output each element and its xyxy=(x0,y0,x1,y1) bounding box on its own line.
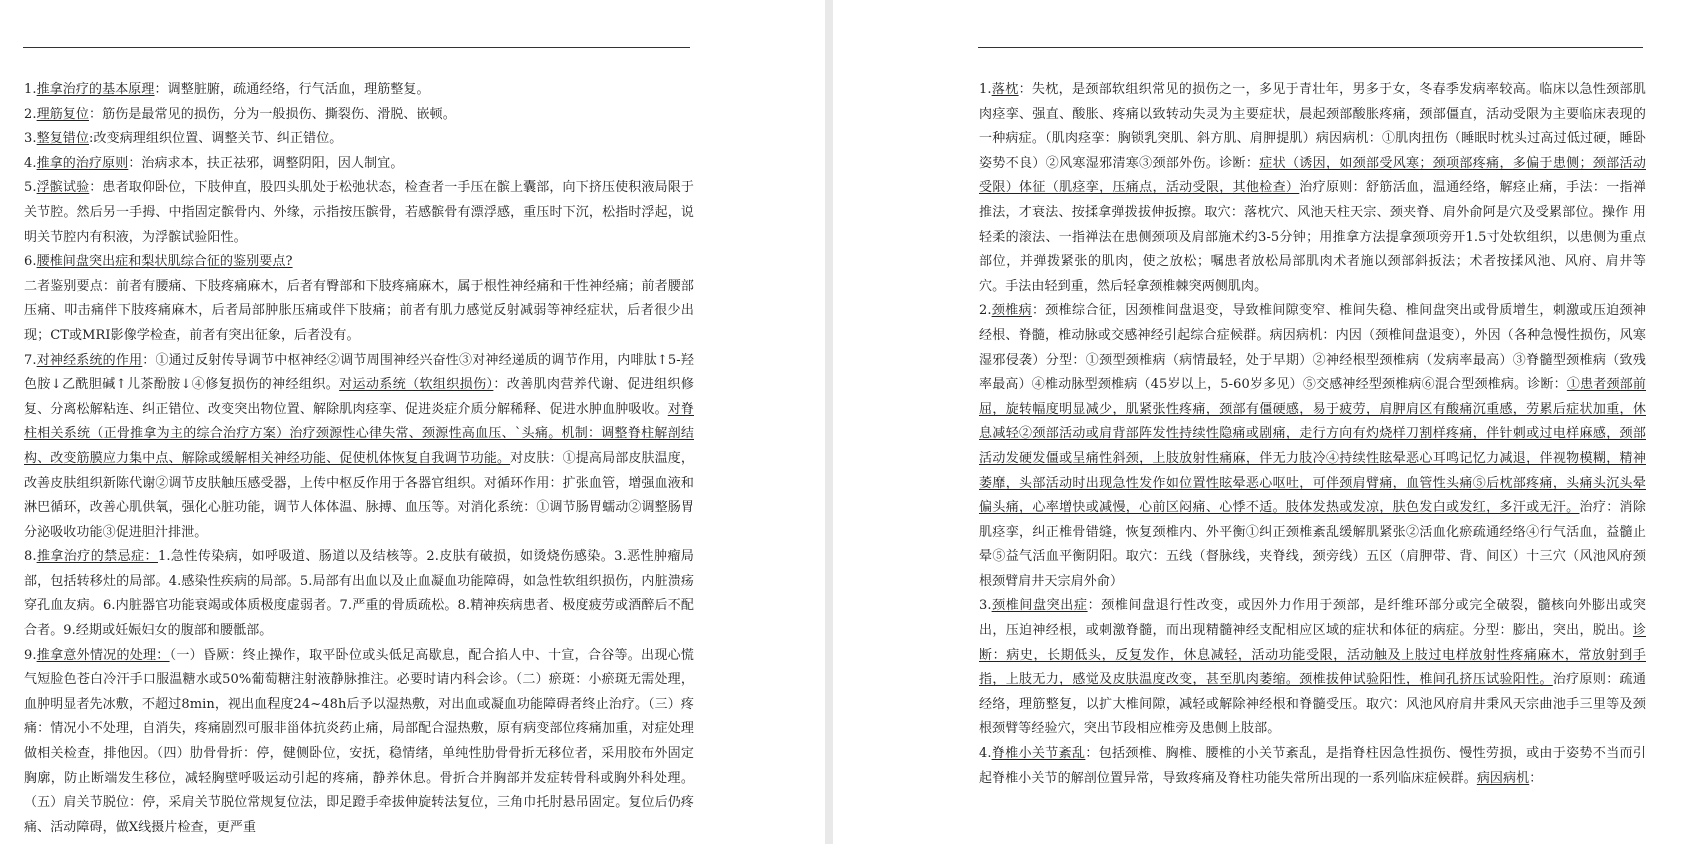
text-run: ：①通过反射传导调节中枢神经②调节周围神经兴奋性③对神经递质的调节作用，内啡肽↑5-羟色胺↓乙酰胆碱↑儿茶酚胺↓④修复损伤的神经组织。 xyxy=(24,352,694,393)
underlined-text: 病因病机 xyxy=(1476,770,1530,786)
paragraph xyxy=(24,152,694,177)
underlined-text: 推拿治疗的禁忌症： xyxy=(36,549,158,565)
paragraph xyxy=(979,78,1646,299)
text-run: ：调整脏腑，疏通经络，行气活血，理筋整复。 xyxy=(154,82,430,97)
header-rule xyxy=(978,47,1643,48)
text-run: 1. xyxy=(24,82,37,97)
text-run: 对皮肤：①提高局部皮肤温度，改善皮肤组织新陈代谢②调节皮肤触压感受器，上传中枢反作用于各器官组织。对循环作用：扩张血管，增强血液和淋巴循环，改善心肌供氧，强化心脏功能，调节人体体温、脉搏、血压等。对消化系统：①调节肠胃蠕动②调整肠胃分泌吸收功能③促进胆汁排泄。 xyxy=(24,450,695,540)
text-run: 4. xyxy=(979,746,992,762)
text-run: （一）昏厥：终止操作，取平卧位或头低足高歇息，配合掐人中、十宣，合谷等。出现心慌气短脸色苍白冷汗手口服温糖水或50%葡萄糖注射液静脉推注。必要时请内科会诊。（二）瘀斑：小瘀斑无需处理，血肿明显者先冰敷，不超过8min，视出血程度24~48h后予以湿热敷，对出血或凝血功能障碍者终止治疗。（三）疼痛：情况小不处理，自消失，疼痛剧烈可服非甾体抗炎药止痛，局部配合湿热敷，原有病变部位疼痛加重，对症处理做相关检查，排他因。（四）肋骨骨折：停，健侧卧位，安抚，稳情绪，单纯性肋骨骨折无移位者，采用胶布外固定胸廓，防止断端发生移位，减轻胸壁呼吸运动引起的疼痛，静养休息。骨折合并胸部并发症转骨科或胸外科处理。（五）肩关节脱位：停，采肩关节脱位常规复位法，即足蹬手牵拔伸旋转法复位，三角巾托肘悬吊固定。复位后仍疼痛、活动障碍，做X线摄片检查，更严重 xyxy=(24,647,694,835)
page-body xyxy=(979,78,1646,791)
text-run: :改变病理组织位置、调整关节、纠正错位。 xyxy=(89,131,343,147)
paragraph xyxy=(979,742,1646,791)
text-run: 治疗原则：疏通经络，理筋整复，以扩大椎间隙，减轻或解除神经根和脊髓受压。取穴：风池风府肩井秉风天宗曲池手三里等及颈根颈臂等经验穴，突出节段相应椎旁及患侧上肢部。 xyxy=(979,672,1646,737)
text-run: 2. xyxy=(24,106,37,122)
underlined-text: 对脊柱相关系统（正骨推拿为主的综合治疗方案）治疗颈源性心律失常、颈源性高血压、`头痛。机制：调整脊柱解剖结构、改变筋膜应力集中点、解除或缓解相关神经功能、促使机体恢复自我调节功能。 xyxy=(24,401,695,466)
text-run: ：失枕，是颈部软组织常见的损伤之一，多见于青壮年，男多于女，冬春季发病率较高。临床以急性颈部肌肉痉挛、强直、酸胀、疼痛以致转动失灵为主要症状，晨起颈部酸胀疼痛，颈部僵直，活动受限为主要临床表现的一种病症。（肌肉痉挛：胸锁乳突肌、斜方肌、肩胛提肌）病因病机：①肌肉扭伤（睡眠时枕头过高过低过硬，睡卧姿势不良）②风寒湿邪清寒③颈部外伤。诊断： xyxy=(979,82,1646,171)
underlined-text: 颈椎病 xyxy=(991,303,1032,319)
underlined-text: 浮髌试验 xyxy=(36,180,90,196)
text-run: 1.急性传染病，如呼吸道、肠道以及结核等。2.皮肤有破损，如烫烧伤感染。3.恶性肿瘤局部，包括转移灶的局部。4.感染性疾病的局部。5.局部有出血以及止血凝血功能障碍，如急性软组织损伤，内脏溃疡穿孔血友病。6.内脏器官功能衰竭或体质极度虚弱者。7.严重的骨质疏松。8.精神疾病患者、极度疲劳或酒醉后不配合者。9.经期或妊娠妇女的腹部和腰骶部。 xyxy=(24,549,695,639)
paragraph xyxy=(24,103,694,128)
paragraph xyxy=(979,594,1646,742)
underlined-text: 推拿治疗的基本原理 xyxy=(36,82,155,97)
text-run: 6. xyxy=(24,254,37,270)
paragraph xyxy=(24,78,694,103)
underlined-text: 诊断：病史，长期低头，反复发作，休息减轻，活动功能受限，活动触及上肢过电样放射性疼痛麻木，常放射到手指，上肢无力，感觉及皮肤温度改变，甚至肌肉萎缩。颈椎拔伸试验阳性，椎间孔挤压试验阳性。 xyxy=(979,623,1646,688)
paragraph xyxy=(979,299,1646,594)
underlined-text: 症状（诱因，如颈部受风寒；颈项部疼痛，多偏于患侧；颈部活动受限）体征（肌痉挛，压痛点，活动受限，其他检查） xyxy=(979,155,1646,196)
text-run: 治疗原则：舒筋活血，温通经络，解痉止痛，手法：一指禅推法，才衰法、按揉拿弹拨拔伸扳擦。取穴：落枕穴、风池天柱天宗、颈夹脊、肩外俞阿是穴及受累部位。操作 用轻柔的滚法、一指禅法在患侧颈项及肩部施术约3-5分钟；用推拿方法提拿颈项旁开1.5寸处软组织，以患侧为重点部位，并弹拨紧张的肌肉，使之放松；嘱患者放松局部肌肉术者施以颈部斜扳法；术者按揉风池、风府、肩井等穴。手法由轻到重，然后轻拿颈椎棘突两侧肌肉。 xyxy=(979,180,1646,294)
underlined-text: 颈椎间盘突出症 xyxy=(991,598,1088,614)
text-run: 2. xyxy=(979,303,992,319)
paragraph xyxy=(24,250,694,275)
underlined-text: 理筋复位 xyxy=(36,106,90,122)
text-run: 治疗：消除肌痉挛，纠正椎骨错缝，恢复颈椎内、外平衡①纠正颈椎紊乱缓解肌紧张②活血化瘀疏通经络④行气活血，益髓止晕⑤益气活血平衡阴阳。取穴：五线（督脉线，夹脊线，颈旁线）五区（肩胛带、背、间区）十三穴（风池风府颈根颈臂肩井天宗肩外俞） xyxy=(979,500,1646,589)
header-rule xyxy=(23,47,690,48)
paragraph xyxy=(24,127,694,152)
text-run: ：颈椎综合征，因颈椎间盘退变，导致椎间隙变窄、椎间失稳、椎间盘突出或骨质增生，刺激或压迫颈神经根、脊髓，椎动脉或交感神经引起综合症候群。病因病机：内因（颈椎间盘退变），外因（各种急慢性损伤，风寒湿邪侵袭）分型：①颈型颈椎病（病情最轻，处于早期）②神经根型颈椎病（发病率最高）③脊髓型颈椎病（致残率最高）④椎动脉型颈椎病（45岁以上，5-60岁多见）⑤交感神经型颈椎病⑥混合型颈椎病。诊断： xyxy=(979,303,1646,393)
text-run: 1. xyxy=(979,82,992,97)
underlined-text: 推拿的治疗原则 xyxy=(36,155,129,171)
underlined-text: 腰椎间盘突出症和梨状肌综合征的鉴别要点? xyxy=(36,254,293,270)
underlined-text: 推拿意外情况的处理： xyxy=(36,647,170,663)
text-run: 9. xyxy=(24,647,37,663)
text-run: ：患者取仰卧位，下肢伸直，股四头肌处于松弛状态，检查者一手压在髌上囊部，向下挤压使积液局限于关节腔。然后另一手拇、中指固定髌骨内、外缘，示指按压髌骨，若感髌骨有漂浮感，重压时下沉，松指时浮起，说明关节腔内有积液，为浮髌试验阳性。 xyxy=(24,180,694,245)
paragraph xyxy=(24,349,694,546)
text-run: ：颈椎间盘退行性改变，或因外力作用于颈部，是纤维环部分或完全破裂，髓核向外膨出或突出，压迫神经根，或刺激脊髓，而出现精髓神经支配相应区域的症状和体征的病症。分型：膨出，突出，脱出。 xyxy=(979,598,1646,639)
underlined-text: ①患者颈部前屈，旋转幅度明显减少，肌紧张性疼痛，颈部有僵硬感，易于疲劳，肩胛肩区有酸痛沉重感，劳累后症状加重，休息减轻②颈部活动或肩背部阵发性持续性隐痛或剧痛，走行方向有灼烧样刀割样疼痛，伴针刺或过电样麻感，颈部活动发硬发僵或呈痛性斜颈，上肢放射性痛麻，伴无力肢冷④持续性眩晕恶心耳鸣记忆力减退，伴视物模糊，精神萎靡，头部活动时出现急性发作如位置性眩晕恶心呕吐，可伴颈肩臂痛，血管性头痛⑤后枕部疼痛，头痛头沉头晕偏头痛，心率增快或减慢，心前区闷痛、心悸不适。肢体发热或发凉，肤色发白或发红，多汗或无汗。 xyxy=(979,377,1646,516)
paragraph xyxy=(24,545,694,643)
underlined-text: 脊椎小关节紊乱 xyxy=(991,746,1086,762)
text-run: ：治病求本，扶正祛邪，调整阴阳，因人制宜。 xyxy=(128,155,404,171)
document-page-right xyxy=(833,0,1683,844)
paragraph xyxy=(24,644,694,841)
paragraph xyxy=(24,176,694,250)
text-run: ：改善肌肉营养代谢、促进组织修复、分离松解粘连、纠正错位、改变突出物位置、解除肌肉痉挛、促进炎症介质分解稀释、促进水肿血肿吸收。 xyxy=(24,377,694,417)
text-run: 7. xyxy=(24,352,37,368)
text-run: ： xyxy=(1529,770,1543,786)
document-page-left xyxy=(0,0,825,844)
text-run: 5. xyxy=(24,180,37,196)
paragraph xyxy=(24,275,694,349)
text-run: 4. xyxy=(24,155,37,171)
text-run: 8. xyxy=(24,549,37,565)
text-run: 3. xyxy=(979,598,992,614)
underlined-text: 落枕 xyxy=(991,82,1019,97)
underlined-text: 整复错位 xyxy=(36,131,90,147)
text-run: ：包括颈椎、胸椎、腰椎的小关节紊乱，是指脊柱因急性损伤、慢性劳损，或由于姿势不当而引起脊椎小关节的解剖位置异常，导致疼痛及脊柱功能失常所出现的一系列临床症候群。 xyxy=(979,746,1647,786)
underlined-text: 对神经系统的作用 xyxy=(36,352,143,368)
text-run: 二者鉴别要点：前者有腰痛、下肢疼痛麻木，后者有臀部和下肢疼痛麻木，属于根性神经痛和干性神经痛；前者腰部压痛、叩击痛伴下肢疼痛麻木，后者局部肿胀压痛或伴下肢痛；前者有肌力感觉反射减弱等神经症状，后者很少出现；CT或MRI影像学检查，前者有突出征象，后者没有。 xyxy=(24,278,694,343)
text-run: 3. xyxy=(24,131,37,147)
page-body xyxy=(24,78,694,840)
underlined-text: 对运动系统（软组织损伤） xyxy=(339,377,494,393)
text-run: ：筋伤是最常见的损伤，分为一般损伤、撕裂伤、滑脱、嵌顿。 xyxy=(89,106,456,122)
